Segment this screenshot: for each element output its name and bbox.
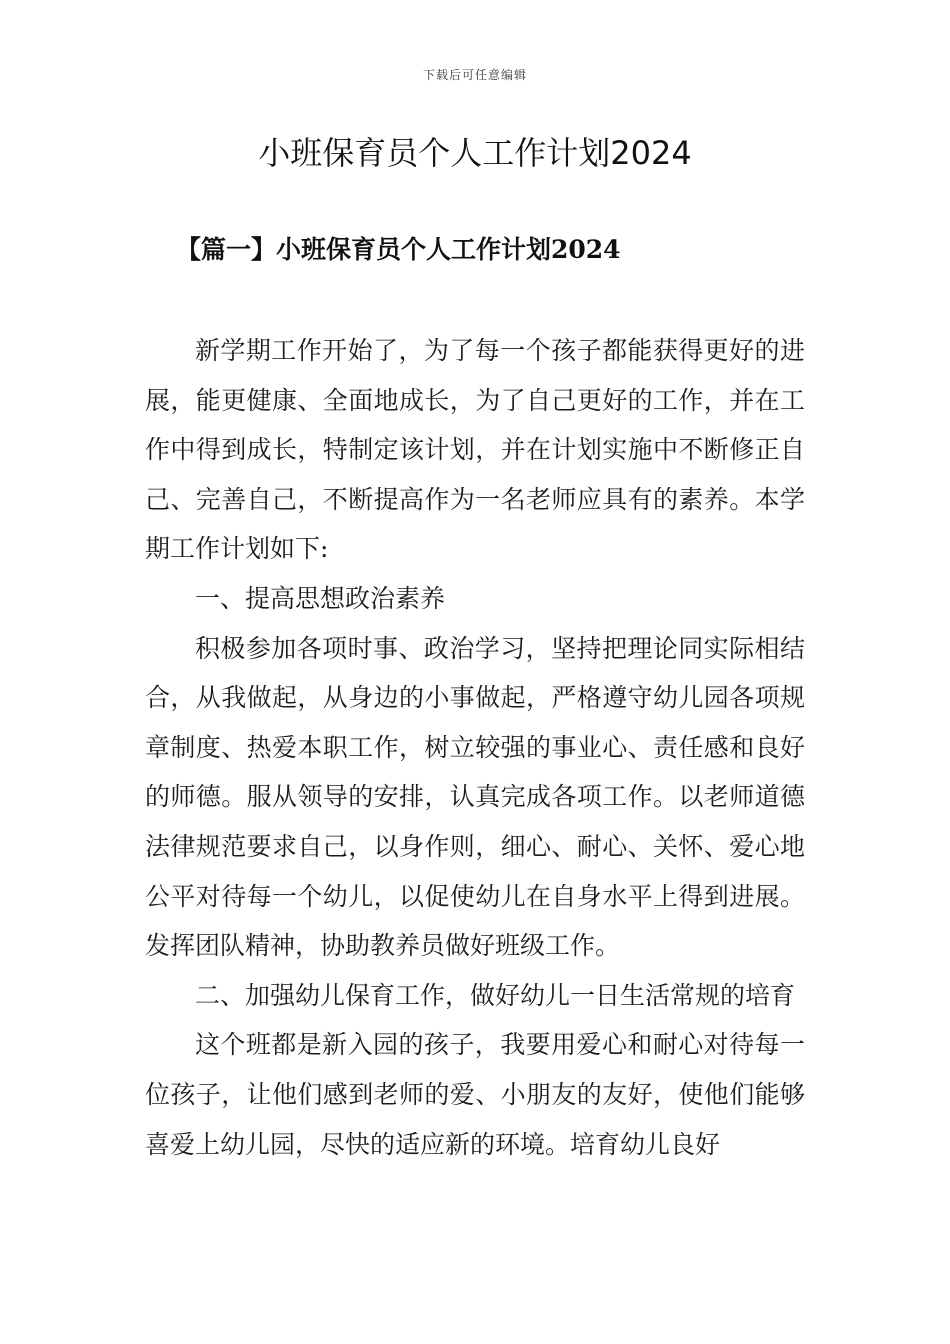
paragraph-heading-2: 二、加强幼儿保育工作，做好幼儿一日生活常规的培育	[195, 980, 796, 1010]
paragraph-heading-1: 一、提高思想政治素养	[195, 583, 446, 613]
paragraph-intro: 新学期工作开始了，为了每一个孩子都能获得更好的进展，能更健康、全面地成长，为了自己更好的工作，并在工作中得到成长，特制定该计划，并在计划实施中不断修正自己、完善自己，不断提高作为一名老师应具有的素养。本学期工作计划如下:	[145, 336, 805, 564]
document-title: 小班保育员个人工作计划2024	[258, 134, 692, 172]
document-body	[145, 326, 805, 1169]
paragraph-politics: 积极参加各项时事、政治学习，坚持把理论同实际相结合，从我做起，从身边的小事做起，严格遵守幼儿园各项规章制度、热爱本职工作，树立较强的事业心、责任感和良好的师德。服从领导的安排，认真完成各项工作。以老师道德法律规范要求自己，以身作则，细心、耐心、关怀、爱心地公平对待每一个幼儿，以促使幼儿在自身水平上得到进展。发挥团队精神，协助教养员做好班级工作。	[145, 633, 805, 961]
section-heading: 【篇一】小班保育员个人工作计划2024	[176, 235, 621, 264]
header-note: 下载后可任意编辑	[422, 68, 527, 82]
paragraph-care: 这个班都是新入园的孩子，我要用爱心和耐心对待每一位孩子，让他们感到老师的爱、小朋友的友好，使他们能够喜爱上幼儿园，尽快的适应新的环境。培育幼儿良好	[145, 1030, 805, 1159]
